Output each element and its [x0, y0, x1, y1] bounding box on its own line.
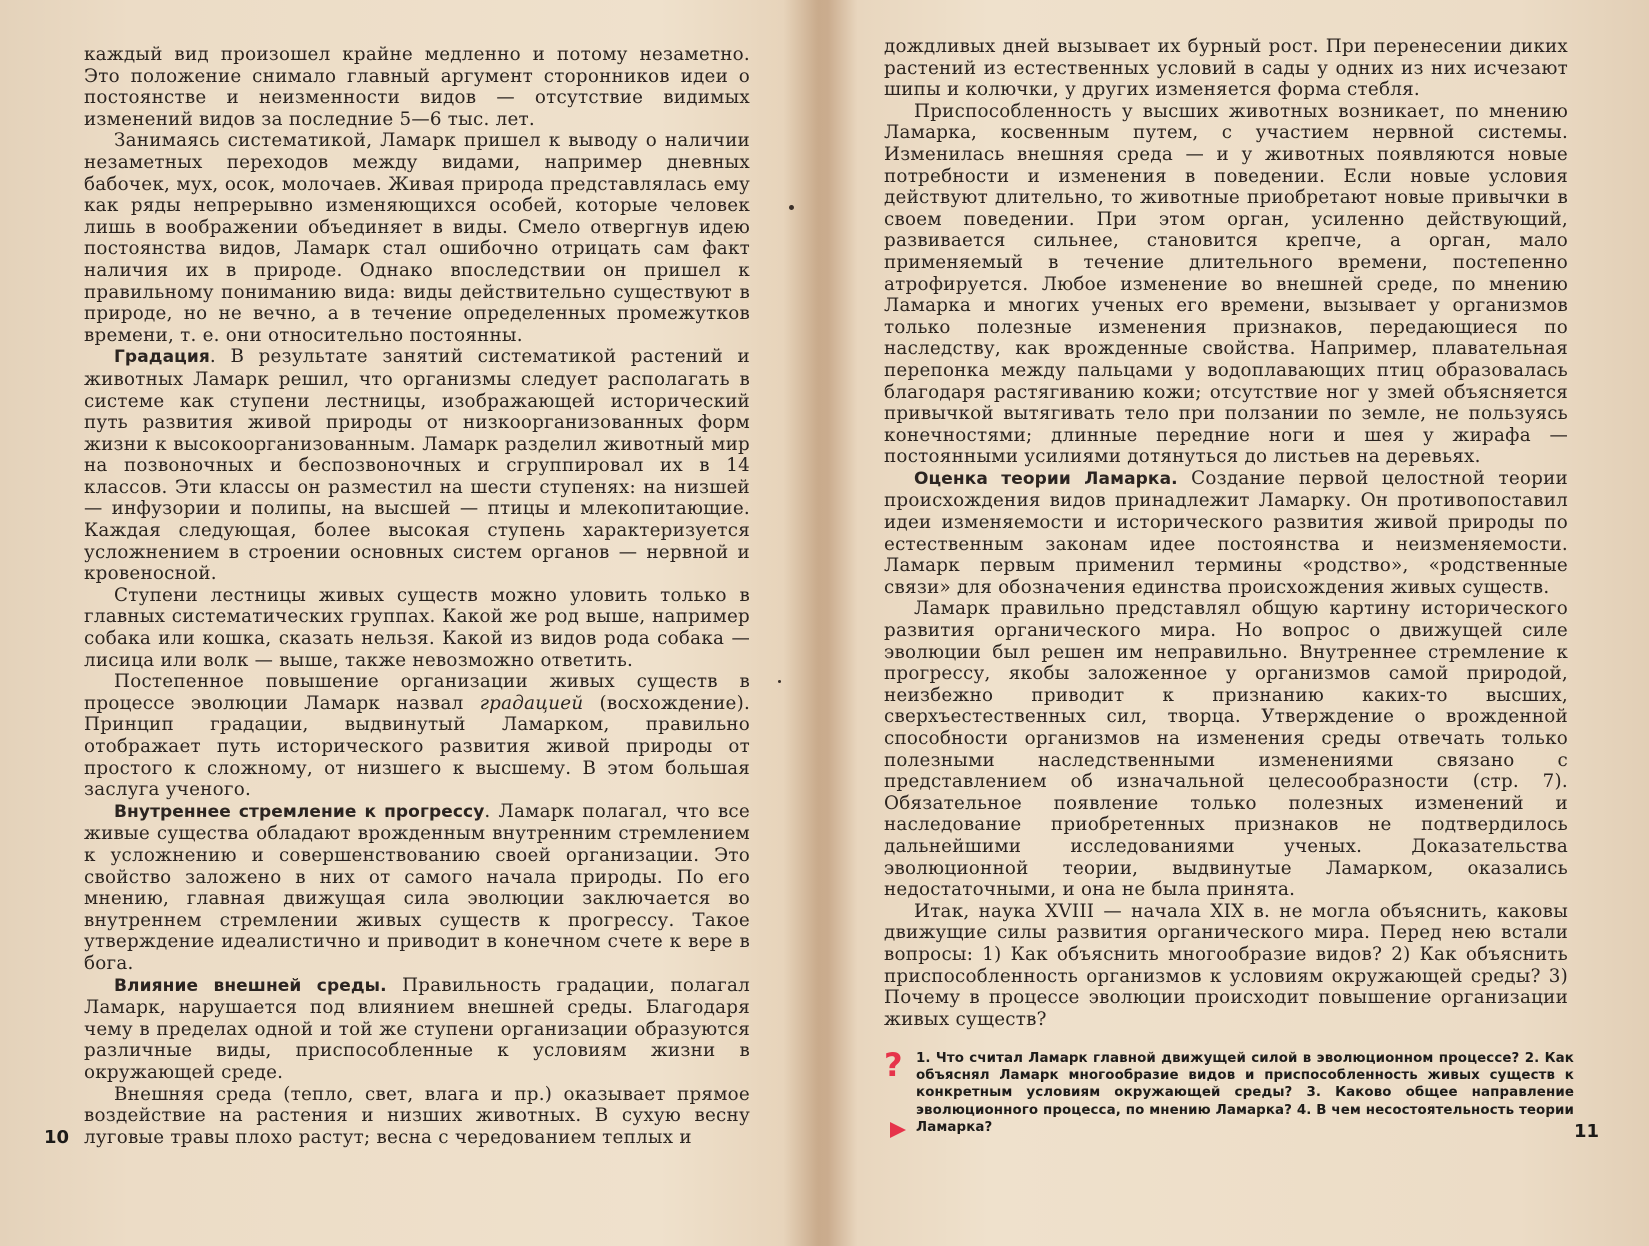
paragraph-text: . В результате занятий систематикой растений и животных Ламарк решил, что организмы следует располагать в системе как ступени лестницы, изображающей исторический путь развития живой природы от низкоорганизованных форм жизни к высокоорганизованным. Ламарк разделил животный мир на позвоночных и беспозвоночных и сгруппировал их в 14 классов. Эти классы он разместил на шести ступенях: на низшей — инфузории и полипы, на высшей — птицы и млекопитающие. Каждая следующая, более высокая ступень характеризуется усложнением в строении основных систем органов — нервной и кровеносной. — [84, 346, 750, 585]
paragraph — [884, 468, 1568, 599]
paragraph: Итак, наука XVIII — начала XIX в. не могла объяснить, каковы движущие силы развития органического мира. Перед нею встали вопросы: 1) Как объяснить многообразие видов? 2) Как объяснить приспособленность организмов к условиям окружающей среды? 3) Почему в процессе эволюции происходит повышение организации живых существ? — [884, 900, 1568, 1030]
paragraph-text: (восхождение). Принцип градации, выдвинутый Ламарком, правильно отображает путь исторического развития живой природы от простого к сложному, от низшего к высшему. В этом большая заслуга ученого. — [84, 692, 751, 801]
left-text-column — [84, 44, 750, 1148]
paragraph: дождливых дней вызывает их бурный рост. При перенесении диких растений из естественных условий в сады у одних из них исчезают шипы и колючки, у других изменяется форма стебля. — [884, 36, 1568, 101]
paragraph — [84, 671, 750, 801]
arrow-right-icon — [890, 1122, 906, 1138]
italic-term: градацией — [479, 692, 584, 714]
section-heading-evaluation: Оценка теории Ламарка. — [914, 468, 1178, 489]
print-speck — [789, 205, 794, 210]
right-text-column — [884, 36, 1568, 1030]
paragraph — [84, 346, 750, 585]
page-number-right: 11 — [1574, 1121, 1600, 1142]
paragraph-text: Постепенное повышение организации живых существ в процессе эволюции Ламарк назвал — [84, 671, 750, 714]
paragraph: Приспособленность у высших животных возникает, по мнению Ламарка, косвенным путем, с участием нервной системы. Изменилась внешняя среда — и у животных появляются новые потребности и изменения в поведении. Если новые условия действуют длительно, то животные приобретают новые привычки в своем поведении. При этом орган, усиленно действующий, развивается сильнее, становится крепче, а орган, мало применяемый в течение длительного времени, постепенно атрофируется. Любое изменение во внешней среде, по мнению Ламарка и многих ученых его времени, вызывает у организмов только полезные изменения признаков, передающиеся по наследству, как врожденные свойства. Например, плавательная перепонка между пальцами у водоплавающих птиц образовалась благодаря растягиванию кожи; отсутствие ног у змей объясняется привычкой вытягивать тело при ползании по земле, не пользуясь конечностями; длинные передние ноги и шея у жирафа — постоянными усилиями дотянуться до листьев на деревьях. — [884, 100, 1568, 468]
paragraph — [84, 975, 750, 1084]
paragraph: Занимаясь систематикой, Ламарк пришел к выводу о наличии незаметных переходов между видами, например дневных бабочек, мух, осок, молочаев. Живая природа представлялась ему как ряды непрерывно изменяющихся особей, которые человек лишь в воображении объединяет в виды. Смело отвергнув идею постоянства видов, Ламарк стал ошибочно отрицать сам факт наличия их в природе. Однако впоследствии он пришел к правильному пониманию вида: виды действительно существуют в природе, но не вечно, а в течение определенных промежутков времени, т. е. они относительно постоянны. — [84, 130, 750, 346]
question-mark-icon: ? — [884, 1046, 903, 1084]
paragraph-text: . Ламарк полагал, что все живые существа обладают врожденным внутренним стремлением к усложнению и совершенствованию своей организации. Это свойство заложено в них от самого начала природы. По его мнению, главная движущая сила эволюции заключается во внутреннем стремлении живых существ к прогрессу. Такое утверждение идеалистично и приводит в конечном счете к вере в бога. — [84, 800, 750, 974]
section-heading-gradation: Градация — [114, 347, 210, 368]
paragraph-text: Создание первой целостной теории происхождения видов принадлежит Ламарку. Он противопоставил идеи изменяемости и исторического развития живой природы по естественным законам идее постоянства и неизменяемости. Ламарк первым применил термины «родство», «родственные связи» для обозначения единства происхождения живых существ. — [884, 467, 1568, 598]
paragraph: каждый вид произошел крайне медленно и потому незаметно. Это положение снимало главный аргумент сторонников идеи о постоянстве и неизменности видов — отсутствие видимых изменений видов за последние 5—6 тыс. лет. — [84, 44, 750, 130]
paragraph — [84, 801, 750, 975]
question-marker — [884, 1046, 910, 1138]
paragraph-text: Правильность градации, полагал Ламарк, нарушается под влиянием внешней среды. Благодаря чему в пределах одной и той же ступени организации образуются различные виды, приспособленные к условиям жизни в окружающей среде. — [84, 974, 750, 1083]
print-speck — [778, 680, 781, 683]
section-heading-inner-striving: Внутреннее стремление к прогрессу — [114, 801, 485, 822]
review-questions-block — [884, 1046, 1574, 1136]
section-heading-environment: Влияние внешней среды. — [114, 975, 387, 996]
review-questions-text: 1. Что считал Ламарк главной движущей силой в эволюционном процессе? 2. Как объяснял Ламарк многообразие видов и приспособленность живых существ к конкретным условиям окружающей среды? 3. Каково общее направление эволюционного процесса, по мнению Ламарка? 4. В чем несостоятельность теории Ламарка? — [916, 1051, 1574, 1135]
paragraph: Ступени лестницы живых существ можно уловить только в главных систематических группах. Какой же род выше, например собака или кошка, сказать нельзя. Какой из видов рода собака — лисица или волк — выше, также невозможно ответить. — [84, 584, 750, 671]
paragraph: Внешняя среда (тепло, свет, влага и пр.) оказывает прямое воздействие на растения и низших животных. В сухую весну луговые травы плохо растут; весна с чередованием теплых и — [84, 1083, 750, 1148]
right-page — [822, 0, 1649, 1246]
left-page — [0, 0, 818, 1246]
paragraph: Ламарк правильно представлял общую картину исторического развития органического мира. Но вопрос о движущей силе эволюции был решен им неправильно. Внутреннее стремление к прогрессу, якобы заложенное у организмов самой природой, неизбежно приводит к признанию каких-то высших, сверхъестественных сил, творца. Утверждение о врожденной способности организмов на изменения среды отвечать только полезными наследственными изменениями связано с представлением об изначальной целесообразности (стр. 7). Обязательное появление только полезных изменений и наследование приобретенных признаков не подтвердилось дальнейшими исследованиями ученых. Доказательства эволюционной теории, выдвинутые Ламарком, оказались недостаточными, и она не была принята. — [884, 598, 1568, 901]
page-number-left: 10 — [44, 1127, 70, 1148]
